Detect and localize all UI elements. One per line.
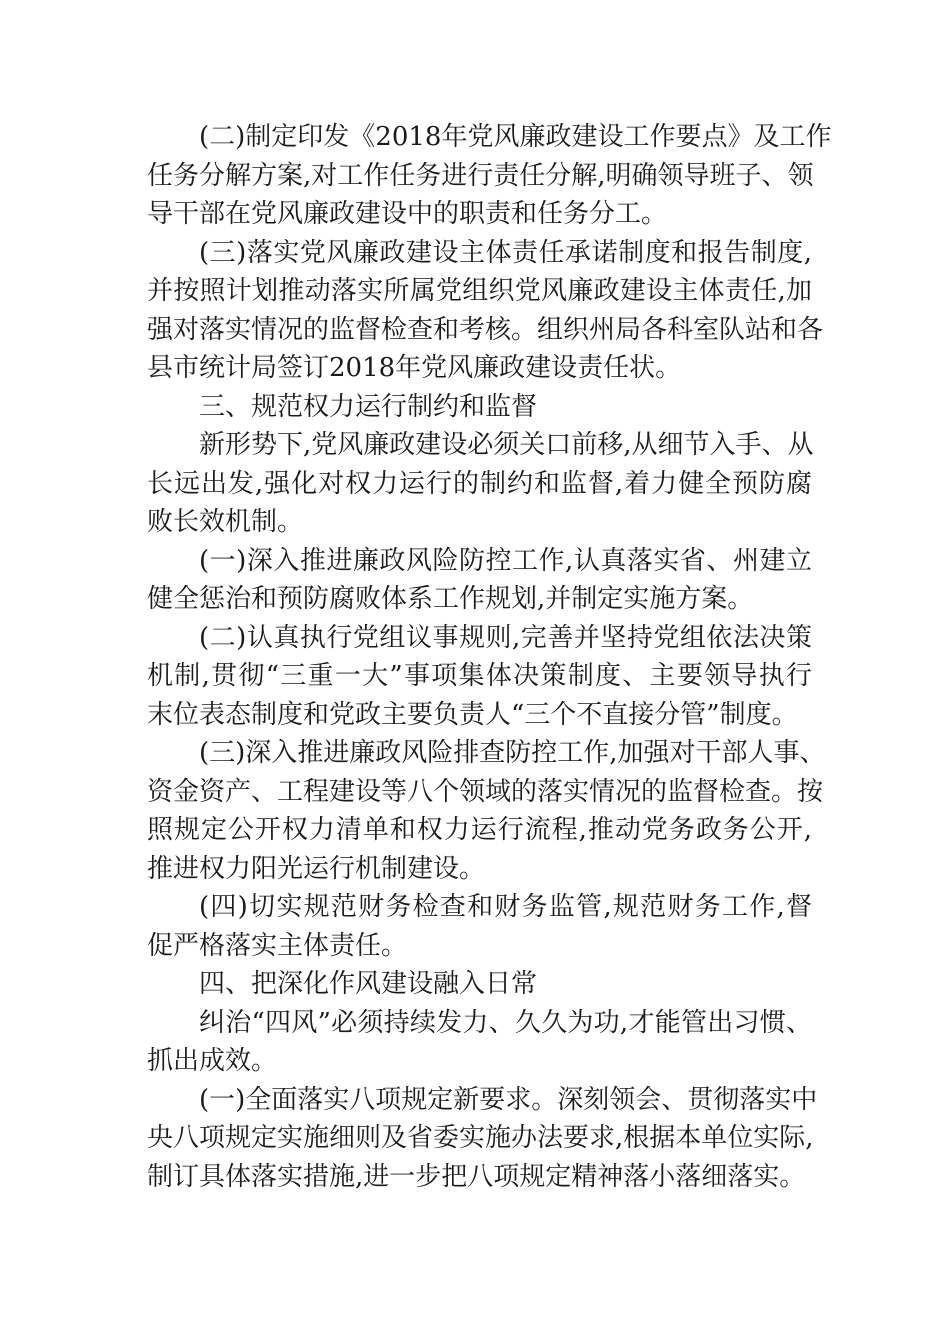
paragraph-line: 机制,贯彻“三重一大”事项集体决策制度、主要领导执行 — [147, 661, 812, 691]
paragraph-line: 纠治“四风”必须持续发力、久久为功,才能管出习惯、 — [199, 1007, 812, 1038]
section-heading-line: 三、规范权力运行制约和监督 — [199, 391, 538, 422]
paragraph-line: 末位表态制度和党政主要负责人“三个不直接分管”制度。 — [147, 699, 798, 730]
section-heading-power-supervision — [147, 388, 812, 427]
paragraph-line: (一)深入推进廉政风险防控工作,认真落实省、州建立 — [199, 545, 812, 576]
paragraph-line: 县市统计局签订2018年党风廉政建设责任状。 — [147, 353, 682, 383]
paragraph-line: (三)深入推进廉政风险排查防控工作,加强对干部人事、 — [199, 738, 826, 768]
paragraph-line: 抓出成效。 — [147, 1046, 278, 1076]
paragraph-line: 促严格落实主体责任。 — [147, 930, 408, 961]
paragraph-line: 健全惩治和预防腐败体系工作规划,并制定实施方案。 — [147, 584, 754, 614]
paragraph-line: 长远出发,强化对权力运行的制约和监督,着力健全预防腐 — [147, 468, 812, 499]
section-heading-work-style — [147, 965, 812, 1004]
paragraph-line: (一)全面落实八项规定新要求。深刻领会、贯彻落实中 — [199, 1084, 818, 1115]
paragraph-line: 任务分解方案,对工作任务进行责任分解,明确领导班子、领 — [147, 160, 814, 191]
paragraph-party-group-rules — [147, 619, 812, 735]
document-body — [147, 118, 832, 1196]
paragraph-line: (四)切实规范财务检查和财务监管,规范财务工作,督 — [199, 892, 812, 922]
paragraph-line: 新形势下,党风廉政建设必须关口前移,从细节入手、从 — [199, 430, 814, 460]
paragraph-line: (二)制定印发《2018年党风廉政建设工作要点》及工作 — [199, 122, 832, 152]
paragraph-line: (二)认真执行党组议事规则,完善并坚持党组依法决策 — [199, 622, 812, 653]
paragraph-line: 败长效机制。 — [147, 507, 304, 537]
paragraph-new-situation — [147, 426, 812, 542]
paragraph-eight-regulations — [147, 1081, 818, 1197]
paragraph-line: 制订具体落实措施,进一步把八项规定精神落小落细落实。 — [147, 1161, 806, 1192]
paragraph-line: 导干部在党风廉政建设中的职责和任务分工。 — [147, 199, 668, 229]
paragraph-finance-supervision — [147, 888, 812, 965]
paragraph-four-winds — [147, 1004, 812, 1081]
paragraph-line: 推进权力阳光运行机制建设。 — [147, 853, 486, 884]
paragraph-line: 强对落实情况的监督检查和考核。组织州局各科室队站和各 — [147, 314, 824, 345]
paragraph-task-decomposition — [147, 118, 832, 234]
section-heading-line: 四、把深化作风建设融入日常 — [199, 969, 538, 999]
paragraph-risk-prevention — [147, 542, 812, 619]
paragraph-line: 并按照计划推动落实所属党组织党风廉政建设主体责任,加 — [147, 276, 812, 306]
paragraph-responsibility-commitment — [147, 234, 824, 388]
paragraph-line: 照规定公开权力清单和权力运行流程,推动党务政务公开, — [147, 815, 812, 845]
paragraph-line: (三)落实党风廉政建设主体责任承诺制度和报告制度, — [199, 237, 812, 268]
paragraph-risk-inspection — [147, 734, 826, 888]
paragraph-line: 资金资产、工程建设等八个领域的落实情况的监督检查。按 — [147, 776, 824, 807]
paragraph-line: 央八项规定实施细则及省委实施办法要求,根据本单位实际, — [147, 1123, 814, 1153]
